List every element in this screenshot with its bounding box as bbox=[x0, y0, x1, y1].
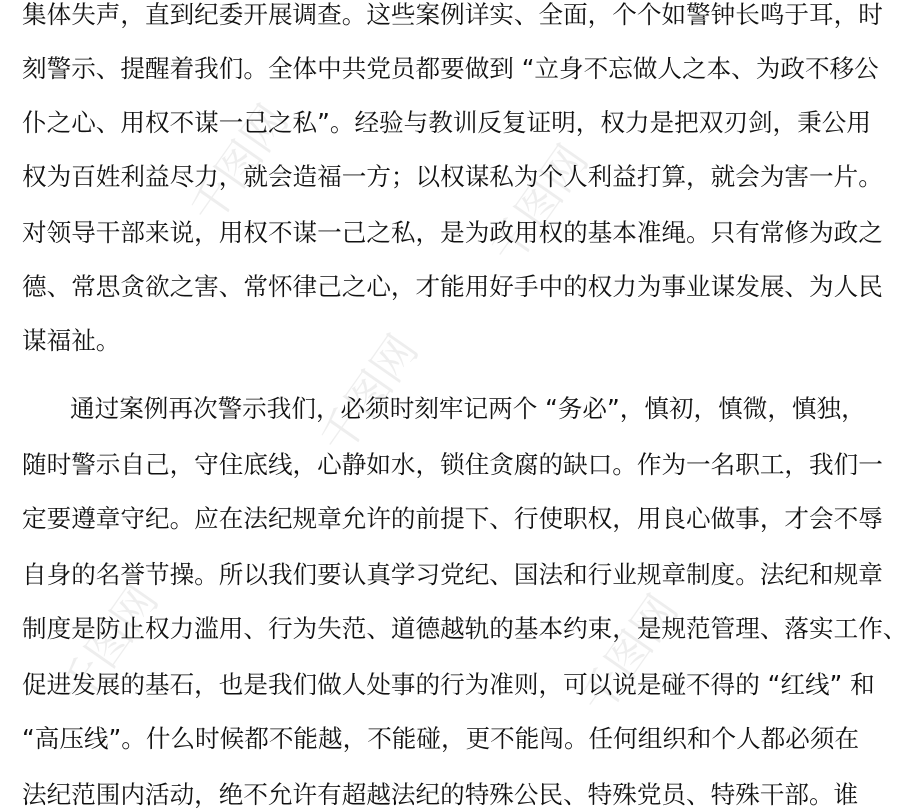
watermark: 千图网 bbox=[480, 135, 599, 274]
watermark: 千图网 bbox=[310, 325, 429, 464]
paragraph-line: 通过案例再次警示我们，必须时刻牢记两个 “务必”，慎初，慎微，慎独， bbox=[70, 394, 866, 423]
paragraph-line: 促进发展的基石，也是我们做人处事的行为准则，可以说是碰不得的 “红线” 和 bbox=[22, 670, 875, 699]
watermark: 千图网 bbox=[570, 585, 689, 724]
paragraph-line: 定要遵章守纪。应在法纪规章允许的前提下、行使职权，用良心做事，才会不辱 bbox=[22, 504, 883, 533]
paragraph-line: 刻警示、提醒着我们。全体中共党员都要做到 “立身不忘做人之本、为政不移公 bbox=[22, 54, 879, 83]
paragraph-line: “高压线”。什么时候都不能越，不能碰，更不能闯。任何组织和个人都必须在 bbox=[22, 724, 860, 753]
paragraph-line: 法纪范围内活动，绝不允许有超越法纪的特殊公民、特殊党员、特殊干部。谁 bbox=[22, 780, 859, 809]
watermark: 千图网 bbox=[180, 95, 299, 234]
paragraph-line: 德、常思贪欲之害、常怀律己之心，才能用好手中的权力为事业谋发展、为人民 bbox=[22, 272, 883, 301]
paragraph-line: 随时警示自己，守住底线，心静如水，锁住贪腐的缺口。作为一名职工，我们一 bbox=[22, 450, 883, 479]
watermark: 千图网 bbox=[50, 575, 169, 714]
paragraph-line: 谋福祉。 bbox=[22, 326, 121, 355]
paragraph-line: 对领导干部来说，用权不谋一己之私，是为政用权的基本准绳。只有常修为政之 bbox=[22, 218, 883, 247]
paragraph-line: 集体失声，直到纪委开展调查。这些案例详实、全面，个个如警钟长鸣于耳，时 bbox=[22, 0, 883, 29]
paragraph-line: 权为百姓利益尽力，就会造福一方；以权谋私为个人利益打算，就会为害一片。 bbox=[22, 162, 883, 191]
paragraph-line: 自身的名誉节操。所以我们要认真学习党纪、国法和行业规章制度。法纪和规章 bbox=[22, 560, 883, 589]
paragraph-line: 制度是防止权力滥用、行为失范、道德越轨的基本约束，是规范管理、落实工作、 bbox=[22, 614, 907, 643]
paragraph-line: 仆之心、用权不谋一己之私”。经验与教训反复证明，权力是把双刃剑，秉公用 bbox=[22, 108, 871, 137]
